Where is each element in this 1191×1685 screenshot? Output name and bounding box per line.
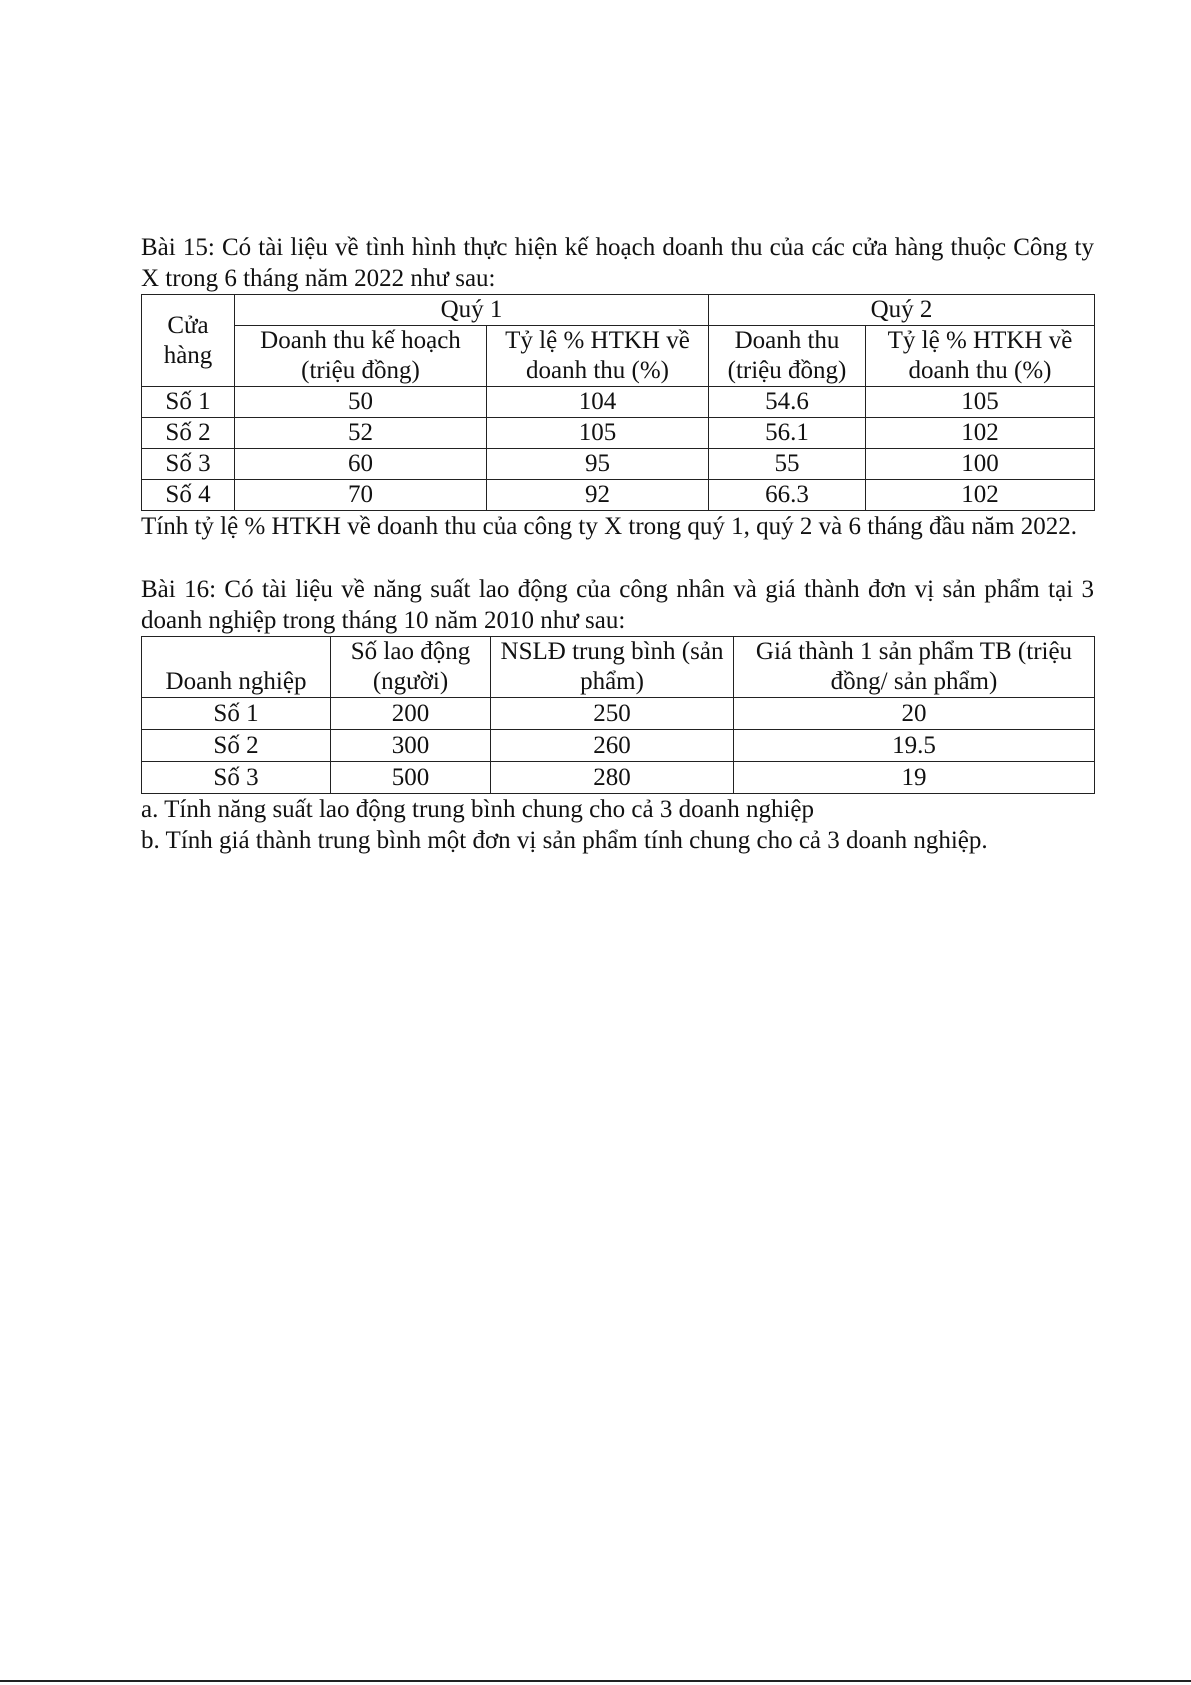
table-cell: 260 xyxy=(491,730,734,762)
header-q2-revenue: Doanh thu (triệu đồng) xyxy=(709,326,866,387)
table-cell: 54.6 xyxy=(709,387,866,418)
exercise-16-question-a: a. Tính năng suất lao động trung bình chung cho cả 3 doanh nghiệp xyxy=(141,796,815,823)
table-cell: Số 4 xyxy=(142,480,235,511)
table-cell: 55 xyxy=(709,449,866,480)
header-unit-cost: Giá thành 1 sản phẩm TB (triệu đồng/ sản phẩm) xyxy=(734,637,1095,698)
table-cell: 52 xyxy=(235,418,487,449)
header-q2-completion-rate: Tỷ lệ % HTKH về doanh thu (%) xyxy=(866,326,1095,387)
table-row xyxy=(142,387,1095,418)
table-cell: 200 xyxy=(331,698,491,730)
table-cell: 100 xyxy=(866,449,1095,480)
header-store: Cửa hàng xyxy=(142,295,235,387)
header-productivity: NSLĐ trung bình (sản phẩm) xyxy=(491,637,734,698)
table-cell: Số 1 xyxy=(142,387,235,418)
header-q1-planned-revenue: Doanh thu kế hoạch (triệu đồng) xyxy=(235,326,487,387)
exercise-16-intro: Bài 16: Có tài liệu về năng suất lao động của công nhân và giá thành đơn vị sản phẩm tại 3 doanh nghiệp trong tháng 10 năm 2010 như sau: xyxy=(141,576,1094,634)
header-q1-completion-rate: Tỷ lệ % HTKH về doanh thu (%) xyxy=(487,326,709,387)
table-cell: 66.3 xyxy=(709,480,866,511)
table-row xyxy=(142,730,1095,762)
exercise-15-table xyxy=(141,294,1095,511)
table-cell: 280 xyxy=(491,762,734,794)
header-workers: Số lao động (người) xyxy=(331,637,491,698)
table-cell: 250 xyxy=(491,698,734,730)
exercise-16-table xyxy=(141,636,1095,794)
page-bottom-rule xyxy=(0,1680,1191,1682)
table-cell: 104 xyxy=(487,387,709,418)
table-cell: 70 xyxy=(235,480,487,511)
spacer xyxy=(141,542,1094,574)
exercise-15-question: Tính tỷ lệ % HTKH về doanh thu của công ty X trong quý 1, quý 2 và 6 tháng đầu năm 2022. xyxy=(141,513,1077,540)
table-cell: Số 3 xyxy=(142,762,331,794)
table-cell: 19.5 xyxy=(734,730,1095,762)
table-row xyxy=(142,762,1095,794)
table-cell: 50 xyxy=(235,387,487,418)
table-cell: 20 xyxy=(734,698,1095,730)
table-cell: Số 2 xyxy=(142,418,235,449)
exercise-15-intro: Bài 15: Có tài liệu về tình hình thực hiện kế hoạch doanh thu của các cửa hàng thuộc Công ty X trong 6 tháng năm 2022 như sau: xyxy=(141,234,1094,292)
document-content xyxy=(141,232,1094,856)
header-quarter-1: Quý 1 xyxy=(235,295,709,326)
table-cell: 105 xyxy=(487,418,709,449)
table-cell: Số 1 xyxy=(142,698,331,730)
header-company: Doanh nghiệp xyxy=(142,637,331,698)
table-cell: 19 xyxy=(734,762,1095,794)
table-cell: 102 xyxy=(866,480,1095,511)
table-row xyxy=(142,698,1095,730)
table-row xyxy=(142,480,1095,511)
table-cell: 95 xyxy=(487,449,709,480)
table-cell: 102 xyxy=(866,418,1095,449)
table-cell: 92 xyxy=(487,480,709,511)
table-row xyxy=(142,449,1095,480)
table-cell: 105 xyxy=(866,387,1095,418)
table-cell: Số 3 xyxy=(142,449,235,480)
table-cell: 500 xyxy=(331,762,491,794)
exercise-16-question-b: b. Tính giá thành trung bình một đơn vị sản phẩm tính chung cho cả 3 doanh nghiệp. xyxy=(141,827,988,854)
table-cell: 60 xyxy=(235,449,487,480)
table-cell: Số 2 xyxy=(142,730,331,762)
table-cell: 56.1 xyxy=(709,418,866,449)
table-cell: 300 xyxy=(331,730,491,762)
header-quarter-2: Quý 2 xyxy=(709,295,1095,326)
table-row xyxy=(142,418,1095,449)
